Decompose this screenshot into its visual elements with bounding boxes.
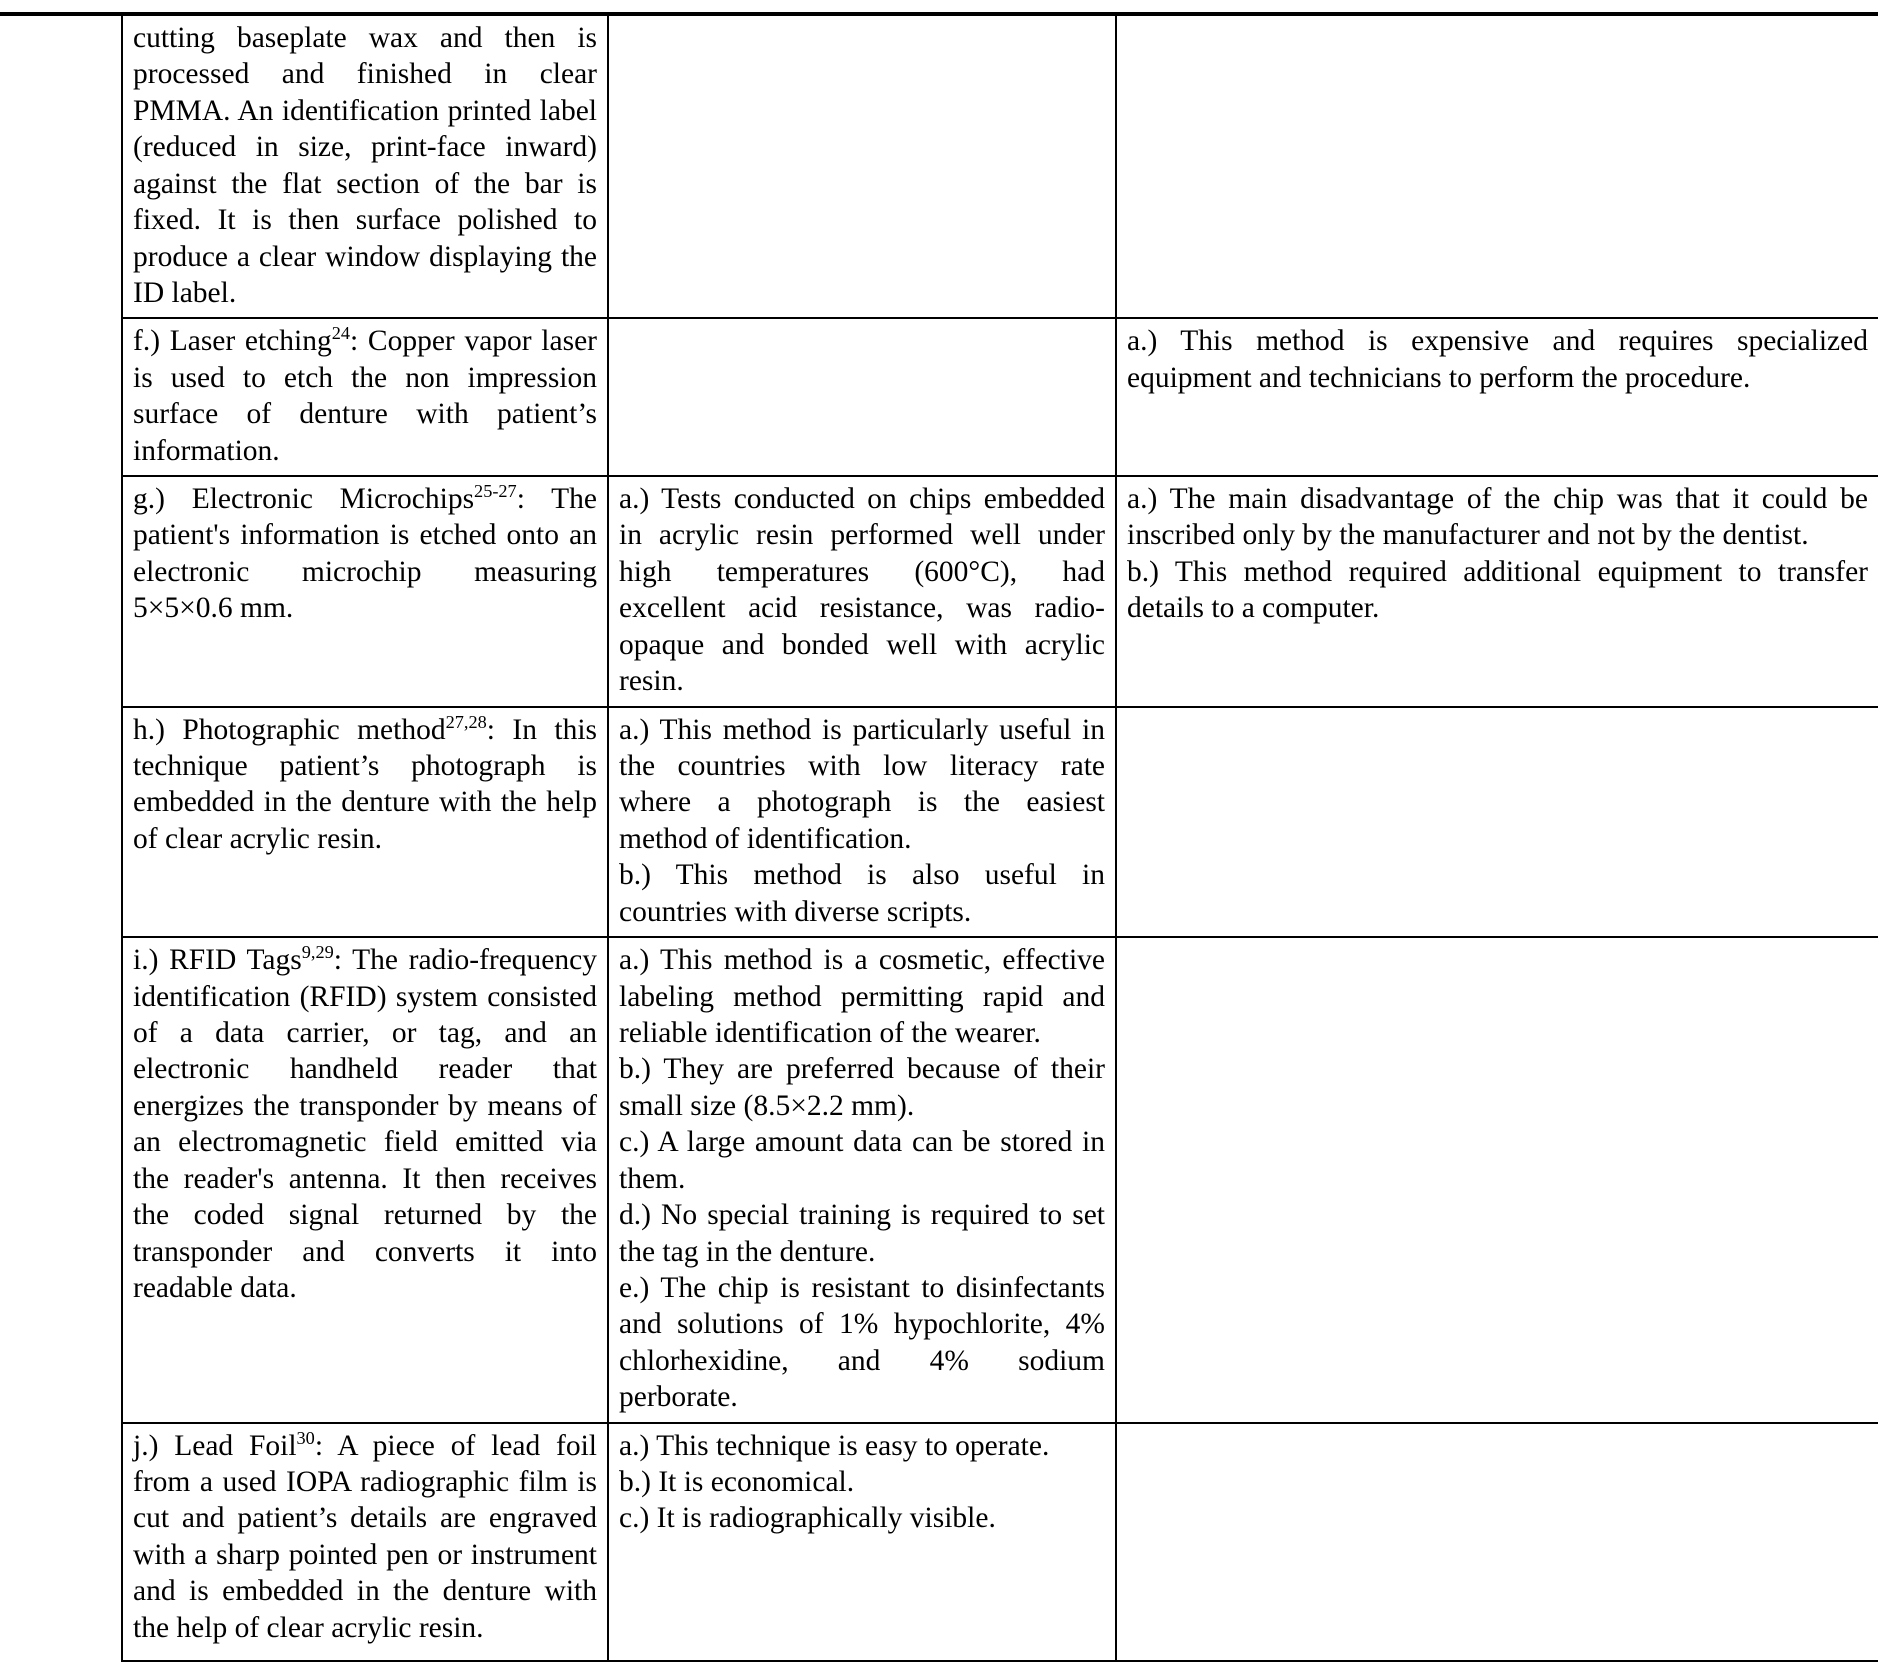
cell-method-laser-etching <box>122 318 608 476</box>
advantages-item-a: a.) This technique is easy to operate. <box>619 1429 1050 1462</box>
advantages-text: a.) Tests conducted on chips embedded in acrylic resin performed well under high temperatures (600°C), had excellent acid resistance, was radio-opaque and bonded well with acrylic resin. <box>619 483 1105 698</box>
advantages-item-a: a.) This method is a cosmetic, effective labeling method permitting rapid and reliable identification of the wearer. <box>619 944 1105 1049</box>
method-text <box>133 1428 597 1647</box>
advantages-item-a: a.) This method is particularly useful in the countries with low literacy rate where a photograph is the easiest method of identification. <box>619 713 1105 855</box>
method-body: : Copper vapor laser is used to etch the non impression surface of denture with patient’s information. <box>133 325 597 467</box>
table-container <box>121 14 1878 1662</box>
cell-disadvantages-photographic <box>1116 707 1878 938</box>
cell-method-rfid-tags <box>122 937 608 1422</box>
advantages-item-c: c.) A large amount data can be stored in them. <box>619 1126 1105 1195</box>
cell-advantages-lead-foil <box>608 1423 1116 1661</box>
cell-advantages-rfid-tags <box>608 937 1116 1422</box>
advantages-item-e: e.) The chip is resistant to disinfectants and solutions of 1% hypochlorite, 4% chlorhexidine, and 4% sodium perborate. <box>619 1271 1105 1414</box>
method-body: : In this technique patient’s photograph is embedded in the denture with the help of clear acrylic resin. <box>133 713 597 855</box>
method-text: cutting baseplate wax and then is processed and finished in clear PMMA. An identification printed label (reduced in size, print-face inward) against the flat section of the bar is fixed. It is then surface polished to produce a clear window displaying the ID label. <box>133 22 597 309</box>
cell-method-wax-bar <box>122 15 608 318</box>
cell-advantages-laser-etching <box>608 318 1116 476</box>
advantages-item-c: c.) It is radiographically visible. <box>619 1502 996 1535</box>
table-row <box>122 318 1878 476</box>
reference-superscript: 27,28 <box>445 711 487 732</box>
method-text <box>133 481 597 627</box>
disadvantages-text: a.) This method is expensive and requires specialized equipment and technicians to perform the procedure. <box>1127 325 1868 394</box>
cell-advantages-photographic <box>608 707 1116 938</box>
table-row <box>122 1423 1878 1661</box>
method-body: : A piece of lead foil from a used IOPA radiographic film is cut and patient’s details are engraved with a sharp pointed pen or instrument and is embedded in the denture with the help of clear acrylic resin. <box>133 1429 597 1644</box>
cell-disadvantages-rfid-tags <box>1116 937 1878 1422</box>
advantages-item-b: b.) This method is also useful in countries with diverse scripts. <box>619 859 1105 928</box>
method-body: : The patient's information is etched onto an electronic microchip measuring 5×5×0.6 mm. <box>133 483 597 625</box>
reference-superscript: 24 <box>331 323 351 344</box>
cell-disadvantages-lead-foil <box>1116 1423 1878 1661</box>
advantages-item-b: b.) It is economical. <box>619 1466 855 1499</box>
cell-method-lead-foil <box>122 1423 608 1661</box>
method-text <box>133 323 597 469</box>
cell-disadvantages-electronic-microchips <box>1116 476 1878 707</box>
method-text <box>133 942 597 1306</box>
method-label: j.) Lead Foil <box>133 1429 297 1462</box>
method-label: i.) RFID Tags <box>133 944 302 977</box>
table-row <box>122 937 1878 1422</box>
disadvantages-item-b: b.) This method required additional equipment to transfer details to a computer. <box>1127 555 1868 625</box>
table-row <box>122 476 1878 707</box>
cell-method-photographic <box>122 707 608 938</box>
disadvantages-item-a: a.) The main disadvantage of the chip was that it could be inscribed only by the manufacturer and not by the dentist. <box>1127 483 1868 552</box>
method-body: : The radio-frequency identification (RFID) system consisted of a data carrier, or tag, and an electronic handheld reader that energizes the transponder by means of an electromagnetic field emitted via the reader's antenna. It then receives the coded signal returned by the transponder and converts it into readable data. <box>133 944 597 1304</box>
denture-labeling-methods-table <box>121 14 1878 1662</box>
table-row <box>122 15 1878 318</box>
table-row <box>122 707 1878 938</box>
advantages-item-b: b.) They are preferred because of their small size (8.5×2.2 mm). <box>619 1053 1105 1122</box>
cell-advantages-electronic-microchips <box>608 476 1116 707</box>
method-label: h.) Photographic method <box>133 713 446 746</box>
reference-superscript: 30 <box>296 1427 315 1448</box>
advantages-item-d: d.) No special training is required to set the tag in the denture. <box>619 1199 1105 1268</box>
reference-superscript: 9,29 <box>301 942 334 963</box>
reference-superscript: 25-27 <box>474 481 517 502</box>
method-label: g.) Electronic Microchips <box>133 483 475 516</box>
cell-disadvantages-wax-bar <box>1116 15 1878 318</box>
method-text <box>133 712 597 858</box>
cell-advantages-wax-bar <box>608 15 1116 318</box>
cell-method-electronic-microchips <box>122 476 608 707</box>
method-label: f.) Laser etching <box>133 325 332 358</box>
cell-disadvantages-laser-etching <box>1116 318 1878 476</box>
